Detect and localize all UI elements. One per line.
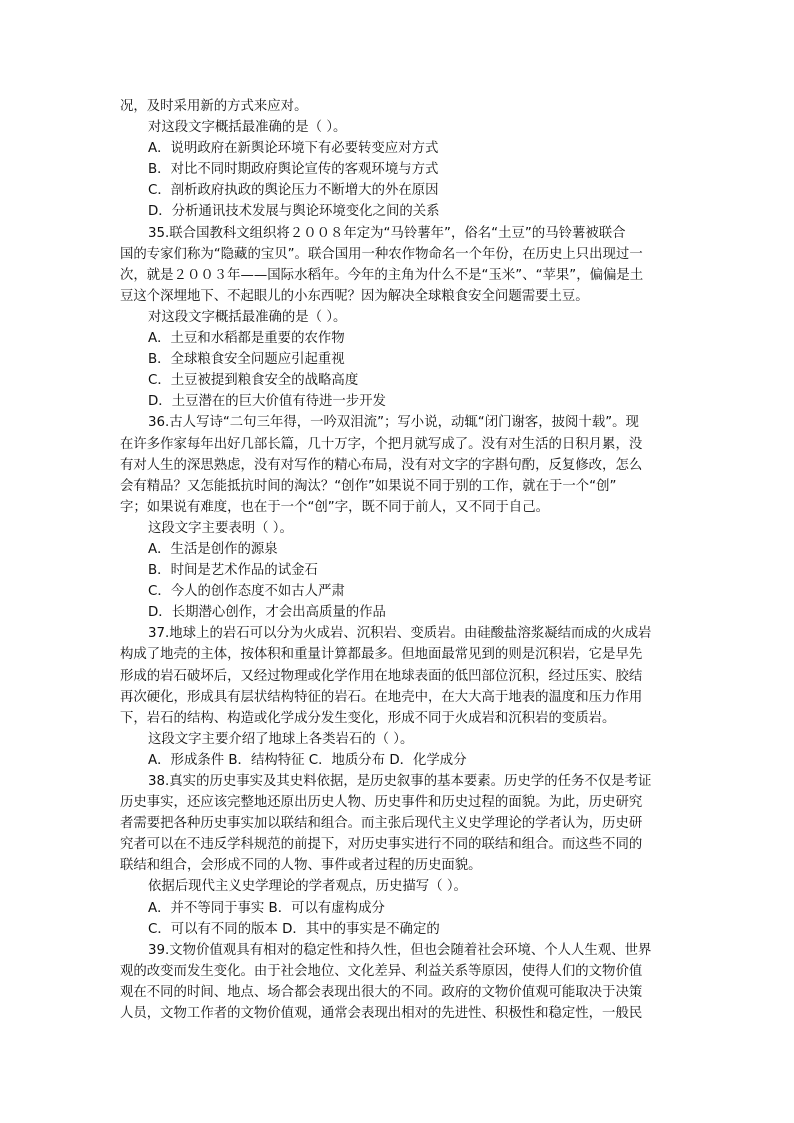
q34-option-c: C．剖析政府执政的舆论压力不断增大的外在原因 <box>148 183 439 199</box>
q38-line-1: 38.真实的历史事实及其史料依据，是历史叙事的基本要素。历史学的任务不仅是考证 <box>148 774 652 789</box>
q35-question: 对这段文字概括最准确的是（ ）。 <box>148 309 347 325</box>
q35-option-c: C．土豆被提到粮食安全的战略高度 <box>148 373 359 389</box>
q36-question: 这段文字主要表明（ ）。 <box>148 520 293 536</box>
q34-question: 对这段文字概括最准确的是（ ）。 <box>148 120 347 136</box>
q39-line-1: 39.文物价值观具有相对的稳定性和持久性，但也会随着社会环境、个人人生观、世界 <box>148 942 652 958</box>
q35-option-a: A．土豆和水稻都是重要的农作物 <box>148 331 345 347</box>
q36-line-4: 会有精品？又怎能抵抗时间的淘汰？“创作”如果说不同于别的工作，就在于一个“创” <box>120 478 617 494</box>
q38-line-2: 历史事实，还应该完整地还原出历史人物、历史事件和历史过程的面貌。为此，历史研究 <box>120 795 643 811</box>
q38-line-3: 者需要把各种历史事实加以联结和组合。而主张后现代主义史学理论的学者认为，历史研 <box>120 816 643 832</box>
q38-line-5: 联结和组合，会形成不同的人物、事件或者过程的历史面貌。 <box>120 858 482 874</box>
q37-question: 这段文字主要介绍了地球上各类岩石的（ ）。 <box>148 731 414 747</box>
q36-option-b: B．时间是艺术作品的试金石 <box>148 563 318 579</box>
q38-options-cd: C．可以有不同的版本 D．其中的事实是不确定的 <box>148 921 440 937</box>
q35-line-2: 国的专家们称为“隐藏的宝贝”。联合国用一种农作物命名一个年份，在历史上只出现过一 <box>120 246 643 262</box>
q39-line-2: 观的改变而发生变化。由于社会地位、文化差异、利益关系等原因，使得人们的文物价值 <box>120 963 643 979</box>
q38-options-ab: A．并不等同于事实 B．可以有虚构成分 <box>148 900 385 916</box>
q36-line-5: 字；如果说有难度，也在于一个“创”字，既不同于前人，又不同于自己。 <box>120 499 549 515</box>
q34-option-d: D．分析通讯技术发展与舆论环境变化之间的关系 <box>148 204 440 220</box>
q39-line-4: 人员，文物工作者的文物价值观，通常会表现出相对的先进性、积极性和稳定性，一般民 <box>120 1006 643 1022</box>
q35-option-d: D．土豆潜在的巨大价值有待进一步开发 <box>148 394 386 410</box>
q36-option-a: A．生活是创作的源泉 <box>148 541 278 557</box>
q38-question: 依据后现代主义史学理论的学者观点，历史描写（ ）。 <box>148 879 467 895</box>
q37-line-2: 构成了地壳的主体，按体积和重量计算都最多。但地面最常见到的则是沉积岩，它是早先 <box>120 647 643 663</box>
q38-line-4: 究者可以在不违反学科规范的前提下，对历史事实进行不同的联结和组合。而这些不同的 <box>120 837 643 853</box>
q35-line-3: 次，就是２００３年——国际水稻年。今年的主角为什么不是“玉米”、“苹果”，偏偏是土 <box>120 267 644 283</box>
q37-line-5: 下，岩石的结构、构造或化学成分发生变化，形成不同于火成岩和沉积岩的变质岩。 <box>120 710 616 726</box>
q36-line-2: 在许多作家每年出好几部长篇，几十万字，个把月就写成了。没有对生活的日积月累，没 <box>120 436 643 452</box>
q35-line-1: 35.联合国教科文组织将２００８年定为“马铃薯年”，俗名“土豆”的马铃薯被联合 <box>148 225 626 241</box>
document-page <box>120 96 674 1024</box>
q34-option-a: A．说明政府在新舆论环境下有必要转变应对方式 <box>148 141 439 157</box>
q34-option-b: B．对比不同时期政府舆论宣传的客观环境与方式 <box>148 162 439 178</box>
q39-line-3: 观在不同的时间、地点、场合都会表现出很大的不同。政府的文物价值观可能取决于决策 <box>120 984 643 1000</box>
q37-options: A．形成条件 B．结构特征 C．地质分布 D．化学成分 <box>148 752 467 768</box>
q36-option-d: D．长期潜心创作，才会出高质量的作品 <box>148 605 386 621</box>
q37-line-4: 再次硬化，形成具有层状结构特征的岩石。在地壳中，在大大高于地表的温度和压力作用 <box>120 689 643 705</box>
q35-option-b: B．全球粮食安全问题应引起重视 <box>148 352 345 368</box>
q36-option-c: C．今人的创作态度不如古人严肃 <box>148 584 345 600</box>
q34-tail: 况，及时采用新的方式来应对。 <box>120 99 308 114</box>
q37-line-1: 37.地球上的岩石可以分为火成岩、沉积岩、变质岩。由硅酸盐溶浆凝结而成的火成岩 <box>148 626 652 642</box>
q35-line-4: 豆这个深埋地下、不起眼儿的小东西呢？因为解决全球粮食安全问题需要土豆。 <box>120 288 589 304</box>
q36-line-3: 有对人生的深思熟虑，没有对写作的精心布局，没有对文字的字斟句酌，反复修改，怎么 <box>120 457 643 473</box>
q37-line-3: 形成的岩石破坏后，又经过物理或化学作用在地球表面的低凹部位沉积，经过压实、胶结 <box>120 668 643 684</box>
q36-line-1: 36.古人写诗“二句三年得，一吟双泪流”；写小说，动辄“闭门谢客，披阅十载”。现 <box>148 415 639 431</box>
